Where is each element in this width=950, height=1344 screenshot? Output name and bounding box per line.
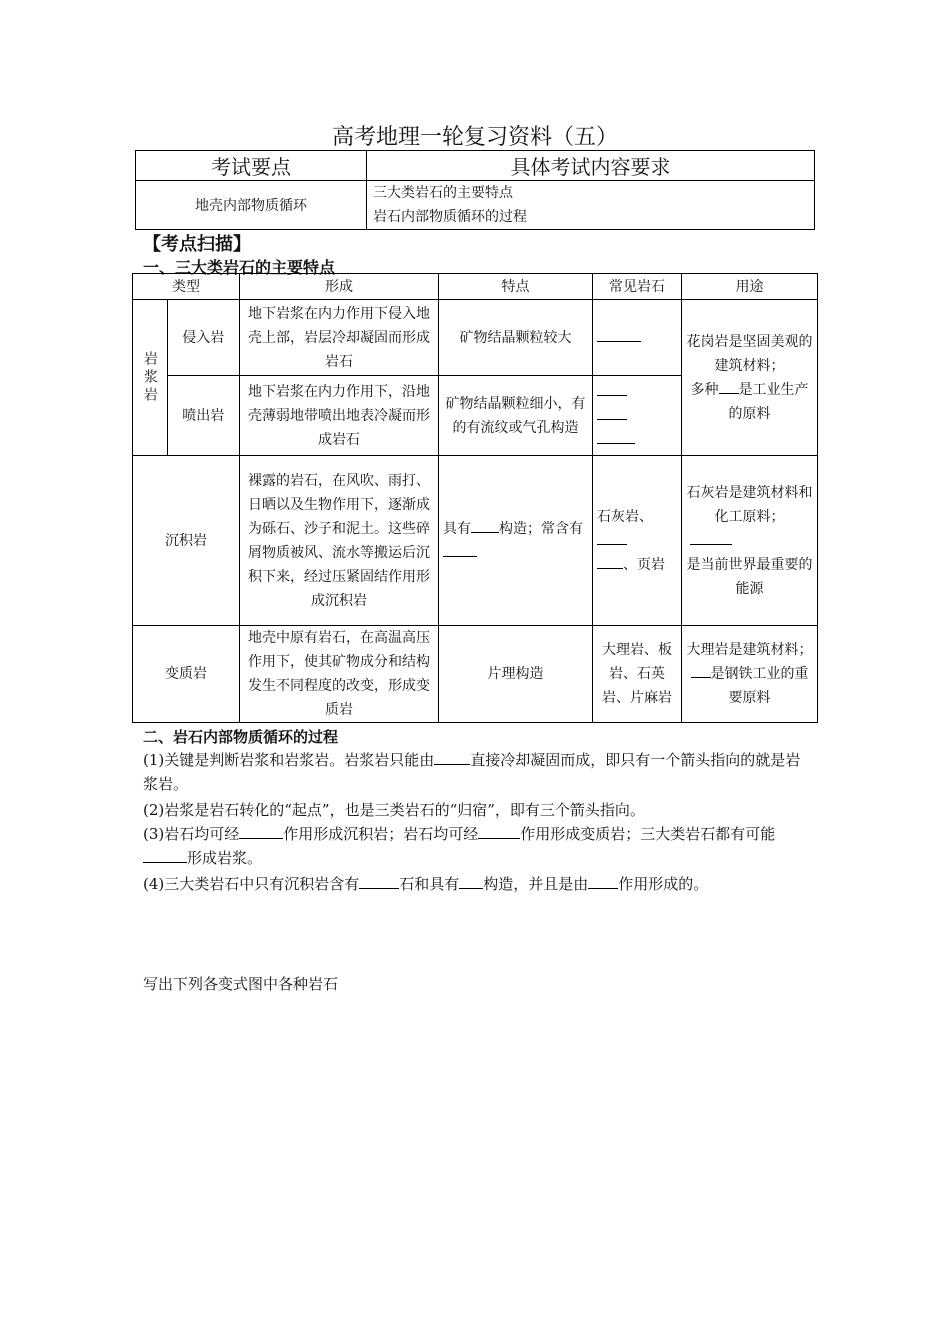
blank bbox=[459, 874, 483, 889]
p4-text-c: 构造，并且是由 bbox=[483, 875, 589, 893]
header-type: 类型 bbox=[133, 274, 240, 300]
blank bbox=[690, 530, 732, 545]
sedimentary-feature bbox=[439, 456, 593, 626]
blank bbox=[597, 530, 627, 545]
intrusive-formation: 地下岩浆在内力作用下侵入地壳上部，岩层冷却凝固而形成岩石 bbox=[240, 300, 439, 376]
extrusive-name: 喷出岩 bbox=[167, 376, 239, 456]
outline-header-points: 考试要点 bbox=[136, 151, 367, 181]
blank bbox=[239, 824, 283, 839]
blank bbox=[359, 874, 399, 889]
p1-text-b: 直接冷却凝固而成，即只有一个箭头指向的就是岩浆岩。 bbox=[143, 751, 801, 793]
p1-text-a: (1)关键是判断岩浆和岩浆岩。岩浆岩只能由 bbox=[143, 751, 435, 769]
intrusive-name: 侵入岩 bbox=[167, 300, 239, 376]
blank bbox=[691, 663, 711, 678]
metamorphic-use-text-a: 大理岩是建筑材料； bbox=[686, 642, 813, 658]
sedimentary-rocks bbox=[593, 456, 682, 626]
header-formation: 形成 bbox=[240, 274, 439, 300]
header-feature: 特点 bbox=[439, 274, 593, 300]
magma-use bbox=[682, 300, 818, 456]
sedimentary-rocks-limestone: 石灰岩、 bbox=[597, 508, 653, 525]
blank bbox=[597, 405, 627, 420]
section2-heading: 二、岩石内部物质循环的过程 bbox=[143, 728, 339, 746]
paragraph-2: (2)岩浆是岩石转化的“起点”，也是三类岩石的“归宿”，即有三个箭头指向。 bbox=[143, 801, 645, 819]
sedimentary-use-energy: 是当前世界最重要的能源 bbox=[686, 556, 813, 597]
extrusive-formation: 地下岩浆在内力作用下，沿地壳薄弱地带喷出地表冷凝而形成岩石 bbox=[240, 376, 439, 456]
metamorphic-feature: 片理构造 bbox=[439, 626, 593, 723]
extrusive-rocks bbox=[593, 376, 682, 456]
p3-text-c: 作用形成变质岩；三大类岩石都有可能 bbox=[520, 825, 776, 843]
paragraph-4 bbox=[143, 872, 813, 896]
magma-use-text-a: 多种 bbox=[690, 381, 719, 398]
blank bbox=[434, 750, 470, 765]
blank bbox=[597, 327, 641, 342]
sedimentary-use-limestone: 石灰岩是建筑材料和化工原料； bbox=[686, 484, 813, 525]
outline-table bbox=[135, 150, 815, 230]
blank bbox=[443, 542, 477, 557]
blank bbox=[719, 379, 739, 394]
metamorphic-name: 变质岩 bbox=[133, 626, 240, 723]
extrusive-feature: 矿物结晶颗粒细小，有的有流纹或气孔构造 bbox=[439, 376, 593, 456]
blank bbox=[471, 518, 499, 533]
p4-text-a: (4)三大类岩石中只有沉积岩含有 bbox=[143, 875, 360, 893]
intrusive-feature: 矿物结晶颗粒较大 bbox=[439, 300, 593, 376]
exercise-prompt: 写出下列各变式图中各种岩石 bbox=[143, 975, 339, 993]
sedimentary-feature-text-a: 具有 bbox=[443, 520, 471, 537]
sedimentary-use bbox=[682, 456, 818, 626]
p4-text-d: 作用形成的。 bbox=[618, 875, 709, 893]
metamorphic-formation: 地壳中原有岩石，在高温高压作用下，使其矿物成分和结构发生不同程度的改变，形成变质岩 bbox=[240, 626, 439, 723]
blank bbox=[143, 848, 187, 863]
outline-req-2: 岩石内部物质循环的过程 bbox=[373, 209, 527, 225]
header-common-rocks: 常见岩石 bbox=[593, 274, 682, 300]
metamorphic-rocks: 大理岩、板岩、石英岩、片麻岩 bbox=[593, 626, 682, 723]
blank bbox=[597, 429, 635, 444]
intrusive-rocks bbox=[593, 300, 682, 376]
magma-rock-label: 岩浆岩 bbox=[133, 300, 168, 456]
magma-use-granite: 花岗岩是坚固美观的建筑材料； bbox=[686, 333, 813, 374]
outline-header-requirements: 具体考试内容要求 bbox=[367, 151, 815, 181]
metamorphic-use bbox=[682, 626, 818, 723]
page-title: 高考地理一轮复习资料（五） bbox=[331, 125, 618, 150]
blank bbox=[588, 874, 618, 889]
blank bbox=[478, 824, 520, 839]
p3-text-d: 形成岩浆。 bbox=[187, 849, 263, 867]
outline-requirements bbox=[367, 181, 815, 230]
rock-types-table bbox=[132, 273, 818, 723]
metamorphic-use-text-b: 是钢铁工业的重要原料 bbox=[710, 666, 809, 706]
sedimentary-name: 沉积岩 bbox=[133, 456, 240, 626]
paragraph-1 bbox=[143, 748, 813, 796]
scan-heading: 【考点扫描】 bbox=[143, 234, 251, 255]
paragraph-3 bbox=[143, 822, 813, 870]
magma-use-metals bbox=[686, 378, 813, 426]
sedimentary-rocks-shale: 、页岩 bbox=[623, 556, 665, 573]
header-use: 用途 bbox=[682, 274, 818, 300]
outline-topic: 地壳内部物质循环 bbox=[136, 181, 367, 230]
sedimentary-formation: 裸露的岩石，在风吹、雨打、日晒以及生物作用下，逐渐成为砾石、沙子和泥土。这些碎屑物质被风、流水等搬运后沉积下来，经过压紧固结作用形成沉积岩 bbox=[240, 456, 439, 626]
sedimentary-feature-text-b: 构造；常含有 bbox=[499, 520, 583, 537]
outline-req-1: 三大类岩石的主要特点 bbox=[373, 185, 513, 201]
magma-use-text-b: 是工业生产的原料 bbox=[728, 381, 809, 422]
blank bbox=[597, 554, 623, 569]
blank bbox=[597, 381, 627, 396]
p3-text-b: 作用形成沉积岩；岩石均可经 bbox=[283, 825, 479, 843]
p3-text-a: (3)岩石均可经 bbox=[143, 825, 240, 843]
p4-text-b: 石和具有 bbox=[399, 875, 460, 893]
section1-heading: 一、三大类岩石的主要特点 bbox=[143, 258, 336, 277]
